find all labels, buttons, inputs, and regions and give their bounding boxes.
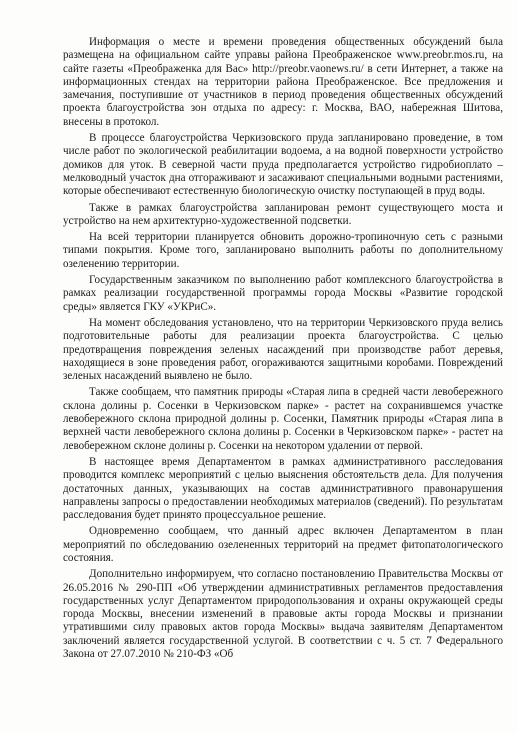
paragraph-publication-info: Информация о месте и времени проведения общественных обсуждений была размещена на официальном сайте управы района Преображенское www.preobr.mos.ru, на сайте газеты «Преображенка для Вас» http://preobr.vaonews.ru/ в сети Интернет, а также на информационных стендах на территории района Преображенское. Все предложения и замечания, поступившие от участников в период проведения общественных обсуждений проекта благоустройства зон отдыха по адресу: г. Москва, ВАО, набережная Шитова, внесены в протокол. bbox=[63, 36, 503, 128]
paragraph-state-customer: Государственным заказчиком по выполнению работ комплексного благоустройства в рамках реализации государственной программы города Москвы «Развитие городской среды» является ГКУ «УКРиС». bbox=[63, 274, 503, 313]
document-body bbox=[63, 36, 503, 661]
paragraph-inspection-plan: Одновременно сообщаем, что данный адрес включен Департаментом в план мероприятий по обследованию озелененных территорий на предмет фитопатологического состояния. bbox=[63, 525, 503, 564]
paragraph-bridge-repair: Также в рамках благоустройства запланирован ремонт существующего моста и устройство на нем архитектурно-художественной подсветки. bbox=[63, 201, 503, 227]
paragraph-investigation: В настоящее время Департаментом в рамках административного расследования проводится комплекс мероприятий с целью выяснения обстоятельств дела. Для получения достаточных данных, указывающих на состав административного правонарушения направлены запросы о предоставлении необходимых материалов (сведений). По результатам расследования будет принято процессуальное решение. bbox=[63, 455, 503, 522]
paragraph-natural-monument: Также сообщаем, что памятник природы «Старая липа в средней части левобережного склона долины р. Сосенки в Черкизовском парке» - растет на сохранившемся участке левобережного склона природной долины р. Сосенки, Памятник природы «Старая липа в верхней части левобережного склона долины р. Сосенки в Черкизовском парке» - растет на левобережном склоне долины р. Сосенки на некотором удалении от первой. bbox=[63, 386, 503, 452]
paragraph-inspection: На момент обследования установлено, что на территории Черкизовского пруда велись подготовительные работы для реализации проекта благоустройства. С целью предотвращения повреждения зеленых насаждений при производстве работ деревья, находящиеся в зоне проведения работ, огораживаются защитными коробами. Повреждений зеленых насаждений выявлено не было. bbox=[63, 316, 503, 383]
paragraph-pond-improvement: В процессе благоустройства Черкизовского пруда запланировано проведение, в том числе работ по экологической реабилитации водоема, а на водной поверхности устройство домиков для уток. В северной части пруда предполагается устройство гидробиоплато – мелководный участок дна отгораживают и засаживают специальными водными растениями, которые обеспечивают естественную биологическую очистку поступающей в пруд воды. bbox=[63, 132, 503, 198]
paragraph-additional-info: Дополнительно информируем, что согласно постановлению Правительства Москвы от 26.05.2016 № 290-ПП «Об утверждении административных регламентов предоставления государственных услуг Департаментом природопользования и охраны окружающей среды города Москвы, внесении изменений в правовые акты города Москвы и признании утратившими силу правовых актов города Москвы» выдача заявителям Департаментом заключений является государственной услугой. В соответствии с ч. 5 ст. 7 Федерального Закона от 27.07.2010 № 210-ФЗ «Об bbox=[63, 568, 503, 661]
paragraph-path-network: На всей территории планируется обновить дорожно-тропиночную сеть с разными типами покрытия. Кроме того, запланировано выполнить работы по дополнительному озеленению территории. bbox=[63, 231, 503, 270]
